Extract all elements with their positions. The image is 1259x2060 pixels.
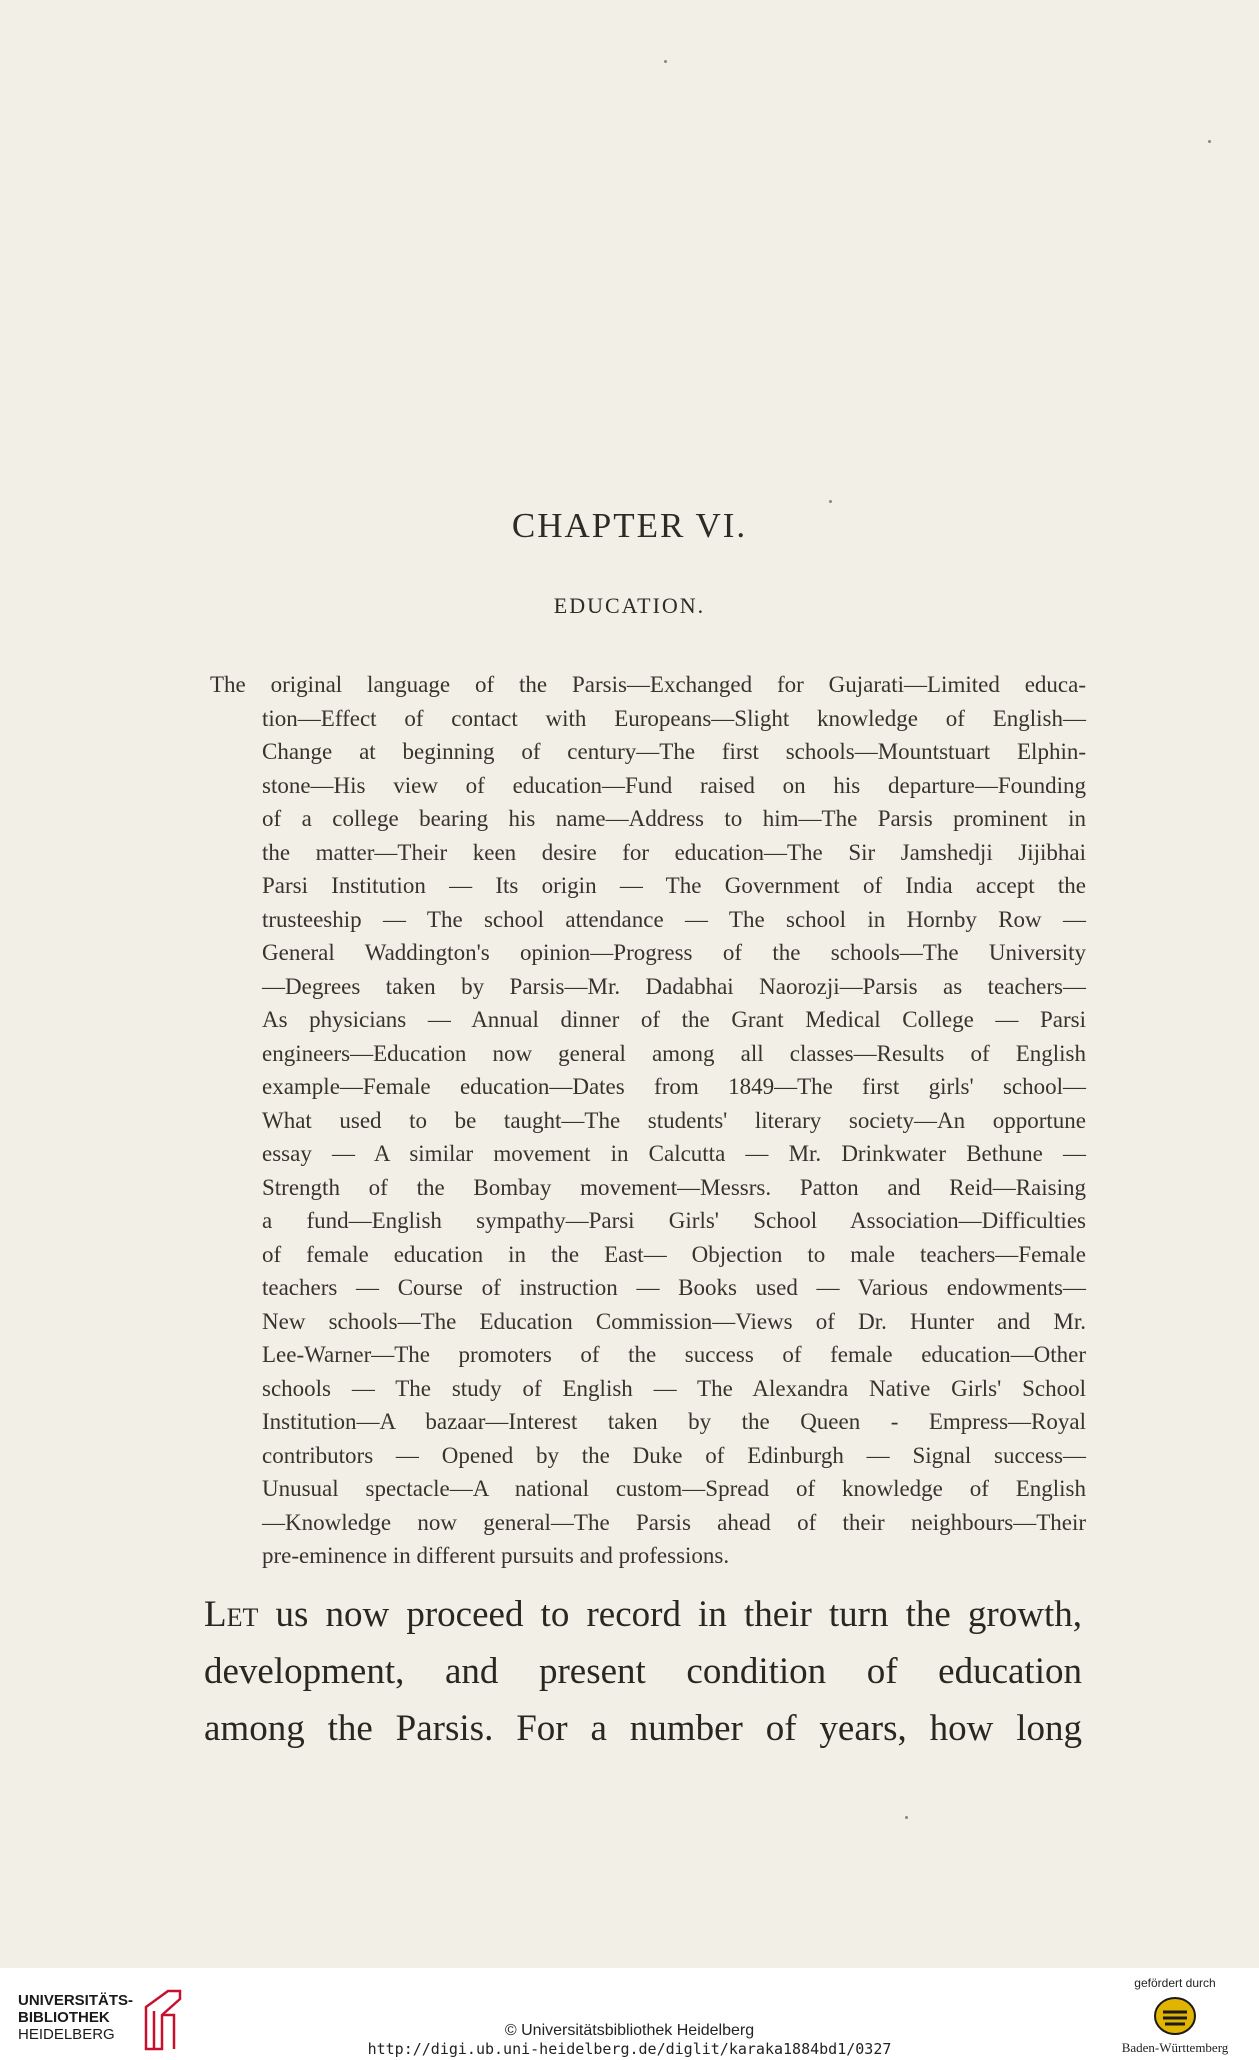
synopsis-line: As physicians — Annual dinner of the Grant Medical College — Parsi (262, 1007, 1086, 1032)
synopsis-line: example—Female education—Dates from 1849—The first girls' school— (262, 1074, 1086, 1099)
synopsis-line: of a college bearing his name—Address to him—The Parsis prominent in (262, 806, 1086, 831)
chapter-title: CHAPTER VI. (511, 506, 748, 545)
synopsis-line: General Waddington's opinion—Progress of the schools—The University (262, 940, 1086, 965)
synopsis-line: essay — A similar movement in Calcutta — Mr. Drinkwater Bethune — (262, 1141, 1086, 1166)
synopsis-line: engineers—Education now general among all classes—Results of English (262, 1040, 1086, 1066)
funder-label: gefördert durch (1134, 1976, 1216, 1990)
synopsis-line: the matter—Their keen desire for education—The Sir Jamshedji Jijibhai (262, 839, 1086, 865)
copyright-notice: © Universitätsbibliothek Heidelberg (504, 2022, 755, 2039)
synopsis-line: stone—His view of education—Fund raised on his departure—Founding (262, 772, 1086, 798)
synopsis-line: schools — The study of English — The Alexandra Native Girls' School (262, 1375, 1086, 1401)
synopsis-line: contributors — Opened by the Duke of Edinburgh — Signal success— (262, 1442, 1086, 1468)
paper-speck (664, 60, 667, 63)
state-seal-icon (1153, 1996, 1197, 2036)
synopsis-line: —Degrees taken by Parsis—Mr. Dadabhai Naorozji—Parsis as teachers— (262, 973, 1086, 999)
library-name-line: UNIVERSITÄTS- (18, 1992, 134, 2009)
paper-speck (1208, 140, 1211, 143)
synopsis-line: Unusual spectacle—A national custom—Spread of knowledge of English (262, 1476, 1086, 1501)
synopsis-line: a fund—English sympathy—Parsi Girls' School Association—Difficulties (262, 1208, 1086, 1233)
synopsis-line: teachers — Course of instruction — Books used — Various endowments— (262, 1275, 1086, 1300)
section-title: EDUCATION. (553, 593, 706, 618)
synopsis-line: What used to be taught—The students' literary society—An opportune (262, 1107, 1086, 1133)
permalink-url[interactable]: http://digi.ub.uni-heidelberg.de/diglit/karaka1884bd1/0327 (367, 2040, 892, 2058)
funder-name: Baden-Württemberg (1121, 2040, 1229, 2055)
funder-badge (1100, 1976, 1250, 2056)
library-name-line: HEIDELBERG (18, 2026, 115, 2043)
paper-speck (905, 1816, 908, 1819)
body-line (204, 1586, 1082, 1643)
body-paragraph (204, 1586, 1082, 1757)
digitization-footer (0, 1968, 1259, 2060)
synopsis-line: The original language of the Parsis—Exchanged for Gujarati—Limited educa- (210, 672, 1086, 697)
body-line-rest: us now proceed to record in their turn the growth, (258, 1594, 1082, 1635)
synopsis-line: Strength of the Bombay movement—Messrs. Patton and Reid—Raising (262, 1174, 1086, 1200)
library-name-line: BIBLIOTHEK (18, 2009, 110, 2026)
chapter-synopsis (210, 668, 1086, 1573)
body-line: development, and present condition of education (204, 1651, 1082, 1692)
paper-speck (829, 500, 832, 503)
synopsis-line: Lee-Warner—The promoters of the success of female education—Other (262, 1342, 1086, 1367)
synopsis-line: of female education in the East— Objection to male teachers—Female (262, 1241, 1086, 1267)
synopsis-line: pre-eminence in different pursuits and professions. (262, 1543, 730, 1568)
body-line: among the Parsis. For a number of years, how long (204, 1708, 1082, 1749)
synopsis-line: Parsi Institution — Its origin — The Government of India accept the (262, 873, 1086, 898)
synopsis-line: tion—Effect of contact with Europeans—Slight knowledge of English— (262, 705, 1086, 731)
synopsis-line: New schools—The Education Commission—Views of Dr. Hunter and Mr. (262, 1308, 1086, 1334)
synopsis-line: Change at beginning of century—The first schools—Mountstuart Elphin- (262, 739, 1086, 764)
synopsis-line: trusteeship — The school attendance — The school in Hornby Row — (262, 906, 1086, 932)
synopsis-line: —Knowledge now general—The Parsis ahead of their neighbours—Their (262, 1509, 1086, 1535)
drop-word: Let (204, 1594, 259, 1635)
synopsis-line: Institution—A bazaar—Interest taken by the Queen - Empress—Royal (262, 1409, 1086, 1434)
